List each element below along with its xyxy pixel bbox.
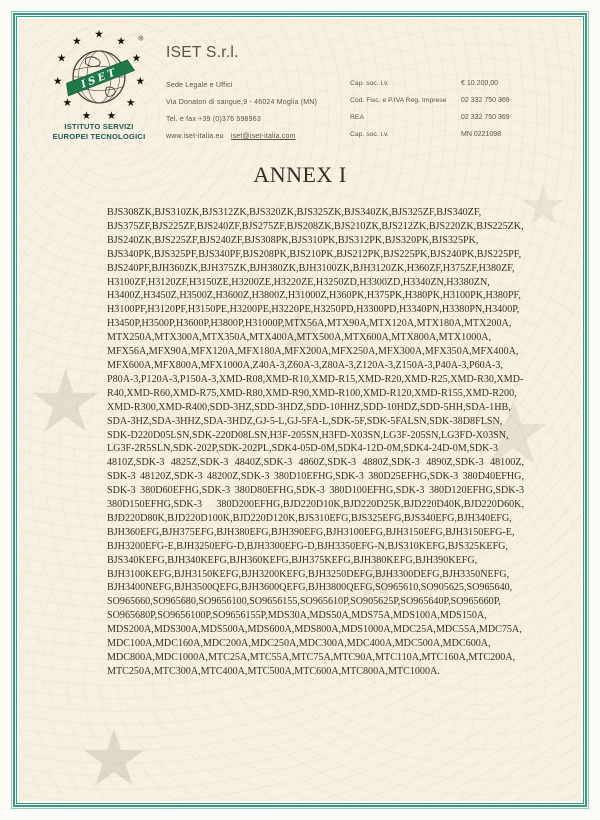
page-border-inner	[16, 16, 584, 804]
institute-name	[25, 122, 173, 143]
registry-row	[350, 131, 580, 148]
svg-text:★: ★	[116, 35, 126, 48]
registry-label: Cap. soc. i.v.	[350, 80, 389, 87]
star-watermark-icon	[27, 359, 104, 445]
address-line1: Sede Legale e Uffici	[166, 82, 233, 89]
svg-text:★: ★	[94, 28, 104, 41]
registry-label: Cod. Fisc. e P.IVA Reg. Imprese	[350, 97, 447, 104]
registry-row	[350, 114, 580, 131]
registry-label: REA	[350, 114, 364, 121]
website-text: www.iset-italia.eu	[166, 133, 224, 140]
registry-table	[350, 80, 580, 148]
registry-value: 02 332 750 369	[461, 114, 510, 121]
institute-line2: EUROPEI TECNOLOGICI	[52, 132, 146, 142]
registry-value: 02 332 750 369	[461, 97, 510, 104]
svg-text:★: ★	[72, 35, 82, 48]
certificate-sheet	[19, 19, 581, 801]
address-line4	[166, 133, 296, 140]
svg-text:★: ★	[56, 52, 67, 65]
svg-text:★: ★	[125, 96, 136, 109]
address-line2: Via Donatori di sangue,9 - 46024 Moglia (MN)	[166, 99, 318, 106]
institute-line1: ISTITUTO SERVIZI	[64, 122, 134, 131]
registry-value: € 10.200,00	[461, 80, 498, 87]
svg-text:★: ★	[131, 52, 142, 65]
registry-label: Cap. soc. i.v.	[350, 131, 389, 138]
registry-value: MN 0221098	[461, 131, 502, 138]
svg-text:★: ★	[135, 75, 146, 88]
registered-mark: ®	[138, 35, 144, 43]
svg-text:★: ★	[52, 75, 63, 88]
iset-logo-icon	[51, 28, 147, 124]
svg-text:★: ★	[81, 110, 92, 123]
address-line3: Tel. e fax +39 (0)376 598963	[166, 116, 261, 123]
star-watermark-icon	[79, 719, 149, 797]
email-link[interactable]: iset@iset-italia.com	[230, 133, 296, 140]
svg-text:★: ★	[62, 96, 73, 109]
page-border-outer	[11, 11, 589, 809]
registry-row	[350, 97, 580, 114]
registry-row	[350, 80, 580, 97]
page-border-mid	[13, 13, 587, 807]
model-code-list: BJS308ZK,​BJS310ZK,​BJS312ZK,​BJS320ZK,​BJS325ZK,​BJS340ZK,​BJS325ZF,​BJS340ZF,​BJS375ZF,​BJS225ZF,​BJS240ZF,​BJS275ZF,​BJS208ZK,​BJS210ZK,​BJS212ZK,​BJS220ZK,​BJS225ZK,​BJS240ZK,​BJS225ZF,​BJS240ZF,​BJS308PK,​BJS310PK,​BJS312PK,​BJS320PK,​BJS325PK,​BJS340PK,​BJS325PF,​BJS340PF,​BJS208PK,​BJS210PK,​BJS212PK,​BJS225PK,​BJS240PK,​BJS225PF,​BJS240PF,​BJH360ZK,​BJH375ZK,​BJH380ZK,​BJH3100ZK,​BJH3120ZK,​H360ZF,​H375ZF,​H380ZF,​H3100ZF,​H3120ZF,​H3150ZE,​H3200ZE,​H3220ZE,​H3250ZD,​H3300ZD,​H3340ZN,​H3380ZN,​H3400Z,​H3450Z,​H3500Z,​H3600Z,​H3800Z,​H31000Z,​H360PK,​H375PK,​H380PK,​H3100PK,​H380PF,​H3100PF,​H3120PF,​H3150PE,​H3200PE,​H3220PE,​H3250PD,​H3300PD,​H3340PN,​H3380PN,​H3400P,​H3450P,​H3500P,​H3600P,​H3800P,​H31000P,​MTX56A,​MTX90A,​MTX120A,​MTX180A,​MTX200A,​MTX250A,​MTX300A,​MTX350A,​MTX400A,​MTX500A,​MTX600A,​MTX800A,​MTX1000A,​MFX56A,​MFX90A,​MFX120A,​MFX180A,​MFX200A,​MFX250A,​MFX300A,​MFX350A,​MFX400A,​MFX600A,​MFX800A,​MFX1000A,​Z40A-3,​Z60A-3,​Z80A-3,​Z120A-3,​Z150A-3,​P40A-3,​P60A-3,​P80A-3,​P120A-3,​P150A-3,​XMD-R08,​XMD-R10,​XMD-R15,​XMD-R20,​XMD-R25,​XMD-R30,​XMD-R40,​XMD-R60,​XMD-R75,​XMD-R80,​XMD-R90,​XMD-R100,​XMD-R120,​XMD-R155,​XMD-R200,​XMD-R300,​XMD-R400,​SDD-3HZ,​SDD-3HDZ,​SDD-10HHZ,​SDD-10HDZ,​SDD-5HH,​SDA-1HB,​SDA-3HZ,​SDA-3HHZ,​SDA-3HDZ,​GJ-5-L,​GJ-5FA-L,​SDK-5F,​SDK-5FALSN,​SDK-38D8FLSN,​SDK-D220D05LSN,​SDK-220D08LSN,​H3F-205SN,​H3FD-X03SN,​LG3F-205SN,​LG3FD-X03SN,​LG3F-2R5SLN,​SDK-202P,​SDK-202PL,​SDK4-05D-0M,​SDK4-12D-0M,​SDK4-24D-0M,​SDK-3 4810Z,​SDK-3 4825Z,​SDK-3 4840Z,​SDK-3 4860Z,​SDK-3 4880Z,​SDK-3 4890Z,​SDK-3 48100Z,​SDK-3 48120Z,​SDK-3 48200Z,​SDK-3 380D10EFHG,​SDK-3 380D25EFHG,​SDK-3 380D40EFHG,​SDK-3 380D60EFHG,​SDK-3 380D80EFHG,​SDK-3 380D100EFHG,​SDK-3 380D120EFHG,​SDK-3 380D150EFHG,​SDK-3 380D200EFHG,​BJD220D10K,​BJD220D25K,​BJD220D40K,​BJD220D60K,​BJD220D80K,​BJD220D100K,​BJD220D120K,​BJS310EFG,​BJS325EFG,​BJS340EFG,​BJH340EFG,​BJH360EFG,​BJH375EFG,​BJH380EFG,​BJH390EFG,​BJH3100EFG,​BJH3150EFG,​BJH3150EFG-E,​BJH3200EFG-E,​BJH3250EFG-D,​BJH3300EFG-D,​BJH3350EFG-N,​BJS310KEFG,​BJS325KEFG,​BJS340KEFG,​BJH340KEFG,​BJH360KEFG,​BJH375KEFG,​BJH380KEFG,​BJH390KEFG,​BJH3100KEFG,​BJH3150KEFG,​BJH3200KEFG,​BJH3250DEFG,​BJH3300DEFG,​BJH3350NEFG,​BJH3400NEFG,​BJH3500QEFG,​BJH3600QEFG,​BJH3800QEFG,​SO965610,​SO905625,​SO965640,​SO965660,​SO965680,​SO9656100,​SO9656155,​SO965610P,​SO905625P,​SO965640P,​SO965660P,​SO965680P,​SO9656100P,​SO9656155P,​MDS30A,​MDS50A,​MDS75A,​MDS100A,​MDS150A,​MDS200A,​MDS300A,​MDS500A,​MDS600A,​MDS800A,​MDS1000A,​MDC25A,​MDC55A,​MDC75A,​MDC100A,​MDC160A,​MDC200A,​MDC250A,​MDC300A,​MDC400A,​MDC500A,​MDC600A,​MDC800A,​MDC1000A,​MTC25A,​MTC55A,​MTC75A,​MTC90A,​MTC110A,​MTC160A,​MTC200A,​MTC250A,​MTC300A,​MTC400A,​MTC500A,​MTC600A,​MTC800A,​MTC1000A.	[107, 207, 524, 677]
company-name: ISET S.r.l.	[166, 44, 239, 61]
logo-brand-text: ISET	[79, 66, 120, 91]
annex-title: ANNEX I	[253, 162, 347, 187]
svg-text:★: ★	[106, 110, 117, 123]
